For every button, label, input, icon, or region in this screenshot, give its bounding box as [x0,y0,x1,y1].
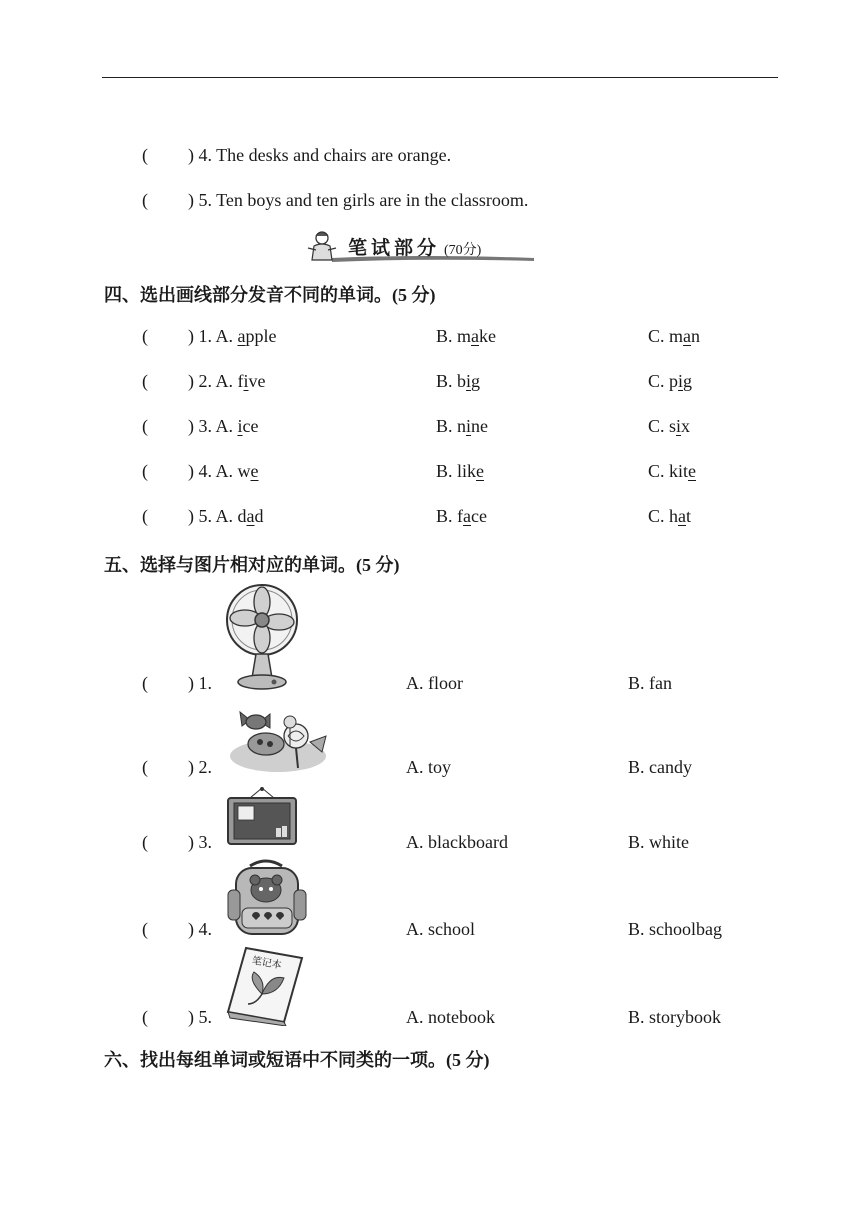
pronunciation-item-4: ( ) 4. A. we [142,461,259,481]
underlined-letter: a [471,326,480,346]
banner-score: (70分) [444,243,482,258]
option-b: B. fan [628,673,672,693]
notebook-label: 笔记本 [250,955,283,972]
option-b: B. like [436,461,485,481]
option-b: B. white [628,832,689,852]
underlined-letter: i [678,371,684,391]
header-rule [102,77,778,78]
underlined-letter: i [676,416,682,436]
option-a: A. notebook [406,1007,495,1027]
option-b: B. nine [436,416,489,436]
written-part-banner [302,228,538,264]
section4-heading: 四、选出画线部分发音不同的单词。(5 分) [104,285,436,305]
option-c: C. man [648,326,701,346]
underlined-letter: a [683,326,692,346]
listening-item-4: ( ) 4. The desks and chairs are orange. [142,145,452,165]
underlined-letter: i [243,371,249,391]
section6-heading: 六、找出每组单词或短语中不同类的一项。(5 分) [104,1050,490,1070]
picture-item-2: ( ) 2. [142,757,212,777]
banner-title: 笔试部分 [348,237,441,259]
option-b: B. face [436,506,487,526]
option-a: A. school [406,919,475,939]
underlined-letter: a [237,326,246,346]
underlined-letter: i [466,416,472,436]
option-b: B. big [436,371,481,391]
section5-heading: 五、选择与图片相对应的单词。(5 分) [104,555,400,575]
option-c: C. pig [648,371,693,391]
option-c: C. six [648,416,691,436]
underlined-letter: a [246,506,255,526]
underlined-letter: e [250,461,259,481]
figure-icon [308,232,336,260]
picture-item-3: ( ) 3. [142,832,212,852]
option-a: A. blackboard [406,832,508,852]
underlined-letter: a [463,506,471,526]
fan-picture [222,582,298,692]
picture-item-5: ( ) 5. [142,1007,212,1027]
blackboard-picture [226,786,298,848]
pronunciation-item-2: ( ) 2. A. five [142,371,266,391]
pronunciation-item-1: ( ) 1. A. apple [142,326,277,346]
underlined-letter: e [688,461,697,481]
option-c: C. kite [648,461,697,481]
option-b: B. make [436,326,497,346]
pronunciation-item-3: ( ) 3. A. ice [142,416,259,436]
option-b: B. storybook [628,1007,722,1027]
underlined-letter: a [678,506,687,526]
schoolbag-picture [226,856,308,940]
listening-item-5: ( ) 5. Ten boys and ten girls are in the classroom. [142,190,529,210]
option-a: A. floor [406,673,463,693]
option-b: B. candy [628,757,692,777]
option-c: C. hat [648,506,692,526]
picture-item-4: ( ) 4. [142,919,212,939]
candy-picture [226,702,334,778]
picture-item-1: ( ) 1. [142,673,212,693]
underlined-letter: i [466,371,472,391]
underlined-letter: i [237,416,243,436]
option-b: B. schoolbag [628,919,722,939]
underlined-letter: e [476,461,485,481]
option-a: A. toy [406,757,451,777]
pronunciation-item-5: ( ) 5. A. dad [142,506,264,526]
